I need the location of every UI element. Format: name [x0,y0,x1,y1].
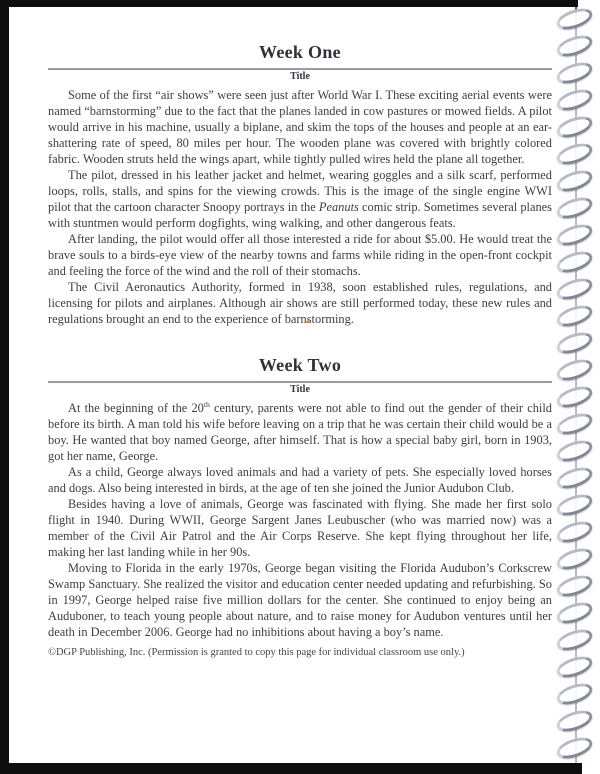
scan-frame-top [0,0,578,7]
paragraph: The pilot, dressed in his leather jacket and helmet, wearing goggles and a silk scarf, performed loops, rolls, stalls, and spins for the viewing crowds. This is the image of the single engine WWI pilot that the cartoon character Snoopy portrays in the Peanuts comic strip. Sometimes several planes with stuntmen would perform dogfights, wing walking, and other dangerous feats. [48,168,552,230]
section-heading: Week One [259,42,341,62]
spiral-coil [554,328,595,357]
spiral-coil [554,112,595,141]
page-content [48,34,552,659]
spiral-coil [554,247,595,276]
spiral-coil [554,598,595,627]
spiral-binding [554,0,600,774]
paragraph: At the beginning of the 20th century, parents were not able to find out the gender of their child before its birth. A man told his wife before leaving on a trip that he was certain their child would be a boy. He wanted that boy named George, after himself. That is how a special baby girl, born in 1903, got her name, George. [48,399,552,463]
paragraph: Besides having a love of animals, George was fascinated with flying. She made her first solo flight in 1940. During WWII, George Sargent Janes Leubuscher (who was married now) was a member of the Civil Air Patrol and the Air Corps Reserve. She kept flying throughout her life, making her last landing while in her 90s. [48,497,552,559]
spiral-coil [554,355,595,384]
week-one-section [48,42,552,327]
title-label: Title [290,71,310,82]
spiral-coil [554,301,595,330]
spiral-coil [554,274,595,303]
spiral-coil [554,220,595,249]
title-label: Title [290,384,310,395]
scan-frame-left [0,0,9,774]
spiral-coil [554,652,595,681]
section-heading: Week Two [258,355,342,375]
paragraph: The Civil Aeronautics Authority, formed in 1938, soon established rules, regulations, and licensing for pilots and airplanes. Although air shows are still performed today, these new rules and regulations brought an end to the experience of barnstorming. [48,280,552,326]
paragraph: As a child, George always loved animals and had a variety of pets. She especially loved horses and dogs. Also being interested in birds, at the age of ten she joined the Junior Audubon Club. [48,465,552,495]
spiral-coil [554,490,595,519]
paragraph: After landing, the pilot would offer all those interested a ride for about $5.00. He would treat the brave souls to a birds-eye view of the nearby towns and farms while riding in the open-front cockpit and feeling the force of the wind and the roll of their stomachs. [48,232,552,278]
copyright-footer: ©DGP Publishing, Inc. (Permission is granted to copy this page for individual classroom use only.) [48,647,465,658]
title-divider [48,68,552,70]
spiral-coil [554,706,595,735]
spiral-coil [554,625,595,654]
spiral-coil [554,733,595,762]
spiral-coil [554,382,595,411]
spiral-coil [554,58,595,87]
spiral-coil [554,31,595,60]
spiral-coil [554,409,595,438]
spiral-coil [554,139,595,168]
spiral-coil [554,517,595,546]
scan-frame-bottom [0,763,582,774]
spiral-coil [554,166,595,195]
spiral-coil [554,436,595,465]
spiral-coil [554,679,595,708]
spiral-coil [554,193,595,222]
week-two-section [48,355,552,640]
spiral-coil [554,544,595,573]
paragraph: Moving to Florida in the early 1970s, George began visiting the Florida Audubon’s Corkscrew Swamp Sanctuary. She realized the visitor and education center needed updating and refurbishing. So in 1997, George helped raise five million dollars for the center. She continued to enjoy being an Auduboner, to teach young people about nature, and to raise money for Audubon ventures until her death in December 2006. George had no inhibitions about having a boy’s name. [48,561,552,639]
spiral-coil [554,571,595,600]
paragraph: Some of the first “air shows” were seen just after World War I. These exciting aerial events were named “barnstorming” due to the fact that the planes landed in cow pastures or mowed fields. A pilot would arrive in his machine, usually a biplane, and skim the tops of the houses and people at an ear-shattering rate of speed, 80 miles per hour. The wooden plane was covered with brightly colored fabric. Wooden struts held the wings apart, while tightly pulled wires held the plane all together. [48,88,552,166]
spiral-coil [554,85,595,114]
spiral-coil [554,463,595,492]
title-divider [48,381,552,383]
spiral-coil [554,4,595,33]
